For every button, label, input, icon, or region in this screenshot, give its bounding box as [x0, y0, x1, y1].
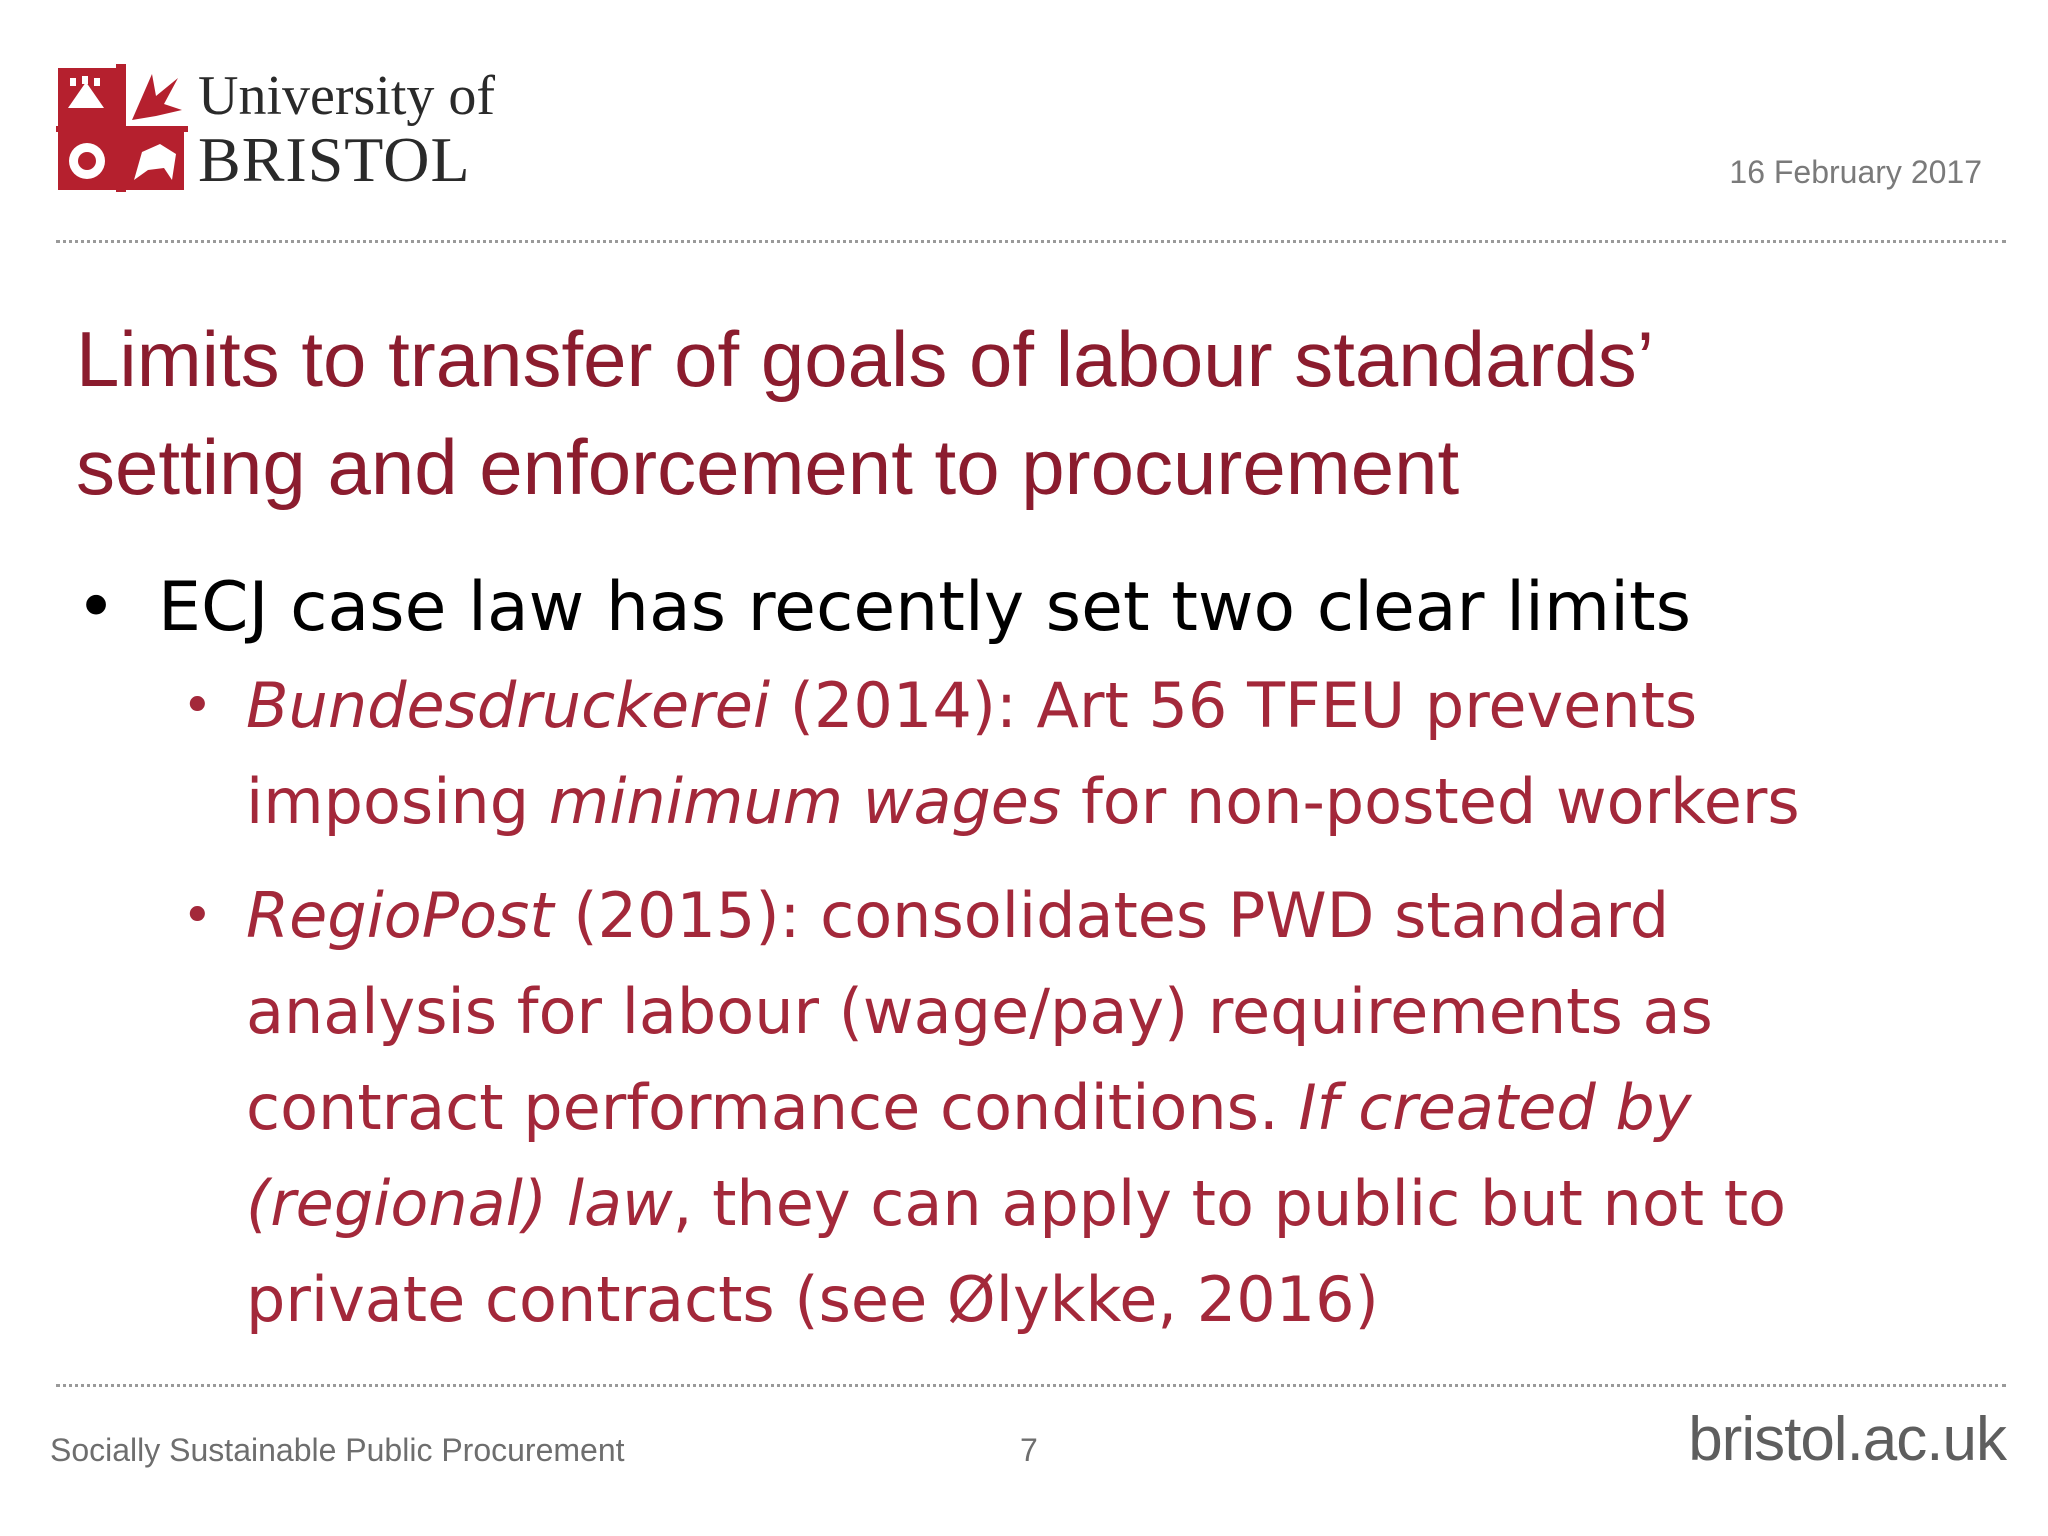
sub-bullet-line	[246, 658, 1996, 754]
sub-bullet-dot-icon: •	[182, 886, 213, 946]
slide-title-line: setting and enforcement to procurement	[76, 423, 1460, 511]
bristol-crest-icon	[56, 64, 188, 192]
slide-date: 16 February 2017	[1729, 154, 1982, 190]
logo-text-university: University of	[198, 65, 496, 127]
sub-bullet-line	[246, 1060, 1996, 1156]
logo-text-bristol: BRISTOL	[198, 124, 471, 195]
case-name: Bundesdruckerei	[246, 669, 771, 742]
header-divider	[56, 240, 2006, 243]
emphasis-text: (regional) law	[246, 1167, 673, 1240]
footer-divider	[56, 1384, 2006, 1387]
sub-bullet-text: (2014): Art 56 TFEU prevents	[770, 669, 1698, 742]
sub-bullet-line: analysis for labour (wage/pay) requirements as	[246, 975, 1713, 1048]
sub-bullet-dot-icon: •	[182, 676, 213, 736]
emphasis-text: If created by	[1298, 1071, 1692, 1144]
footer-presentation-title: Socially Sustainable Public Procurement	[50, 1432, 625, 1468]
bullet-item	[76, 560, 1996, 656]
sub-bullet-line	[246, 868, 1996, 964]
sub-bullet-line	[246, 754, 1996, 850]
sub-bullet-line: private contracts (see Ølykke, 2016)	[246, 1263, 1379, 1336]
bullet-text: ECJ case law has recently set two clear limits	[158, 568, 1692, 647]
slide-title	[76, 305, 1976, 521]
sub-bullet-line	[246, 1156, 1996, 1252]
sub-bullet-text: (2015): consolidates PWD standard	[553, 879, 1670, 952]
page-number: 7	[1020, 1432, 1038, 1468]
emphasis-text: minimum wages	[548, 765, 1062, 838]
sub-bullet-text: , they can apply to public but not to	[672, 1167, 1787, 1240]
university-logo	[56, 64, 496, 195]
sub-bullet-text: imposing	[246, 765, 549, 838]
slide-body	[76, 560, 1996, 1348]
sub-bullet-item	[182, 868, 1996, 1348]
slide-title-line: Limits to transfer of goals of labour standards’	[76, 315, 1655, 403]
footer-website: bristol.ac.uk	[1688, 1405, 2006, 1474]
bullet-dot-icon: •	[76, 568, 117, 647]
sub-bullet-text: contract performance conditions.	[246, 1071, 1299, 1144]
case-name: RegioPost	[246, 879, 554, 952]
sub-bullet-item	[182, 658, 1996, 850]
sub-bullet-text: for non-posted workers	[1061, 765, 1800, 838]
